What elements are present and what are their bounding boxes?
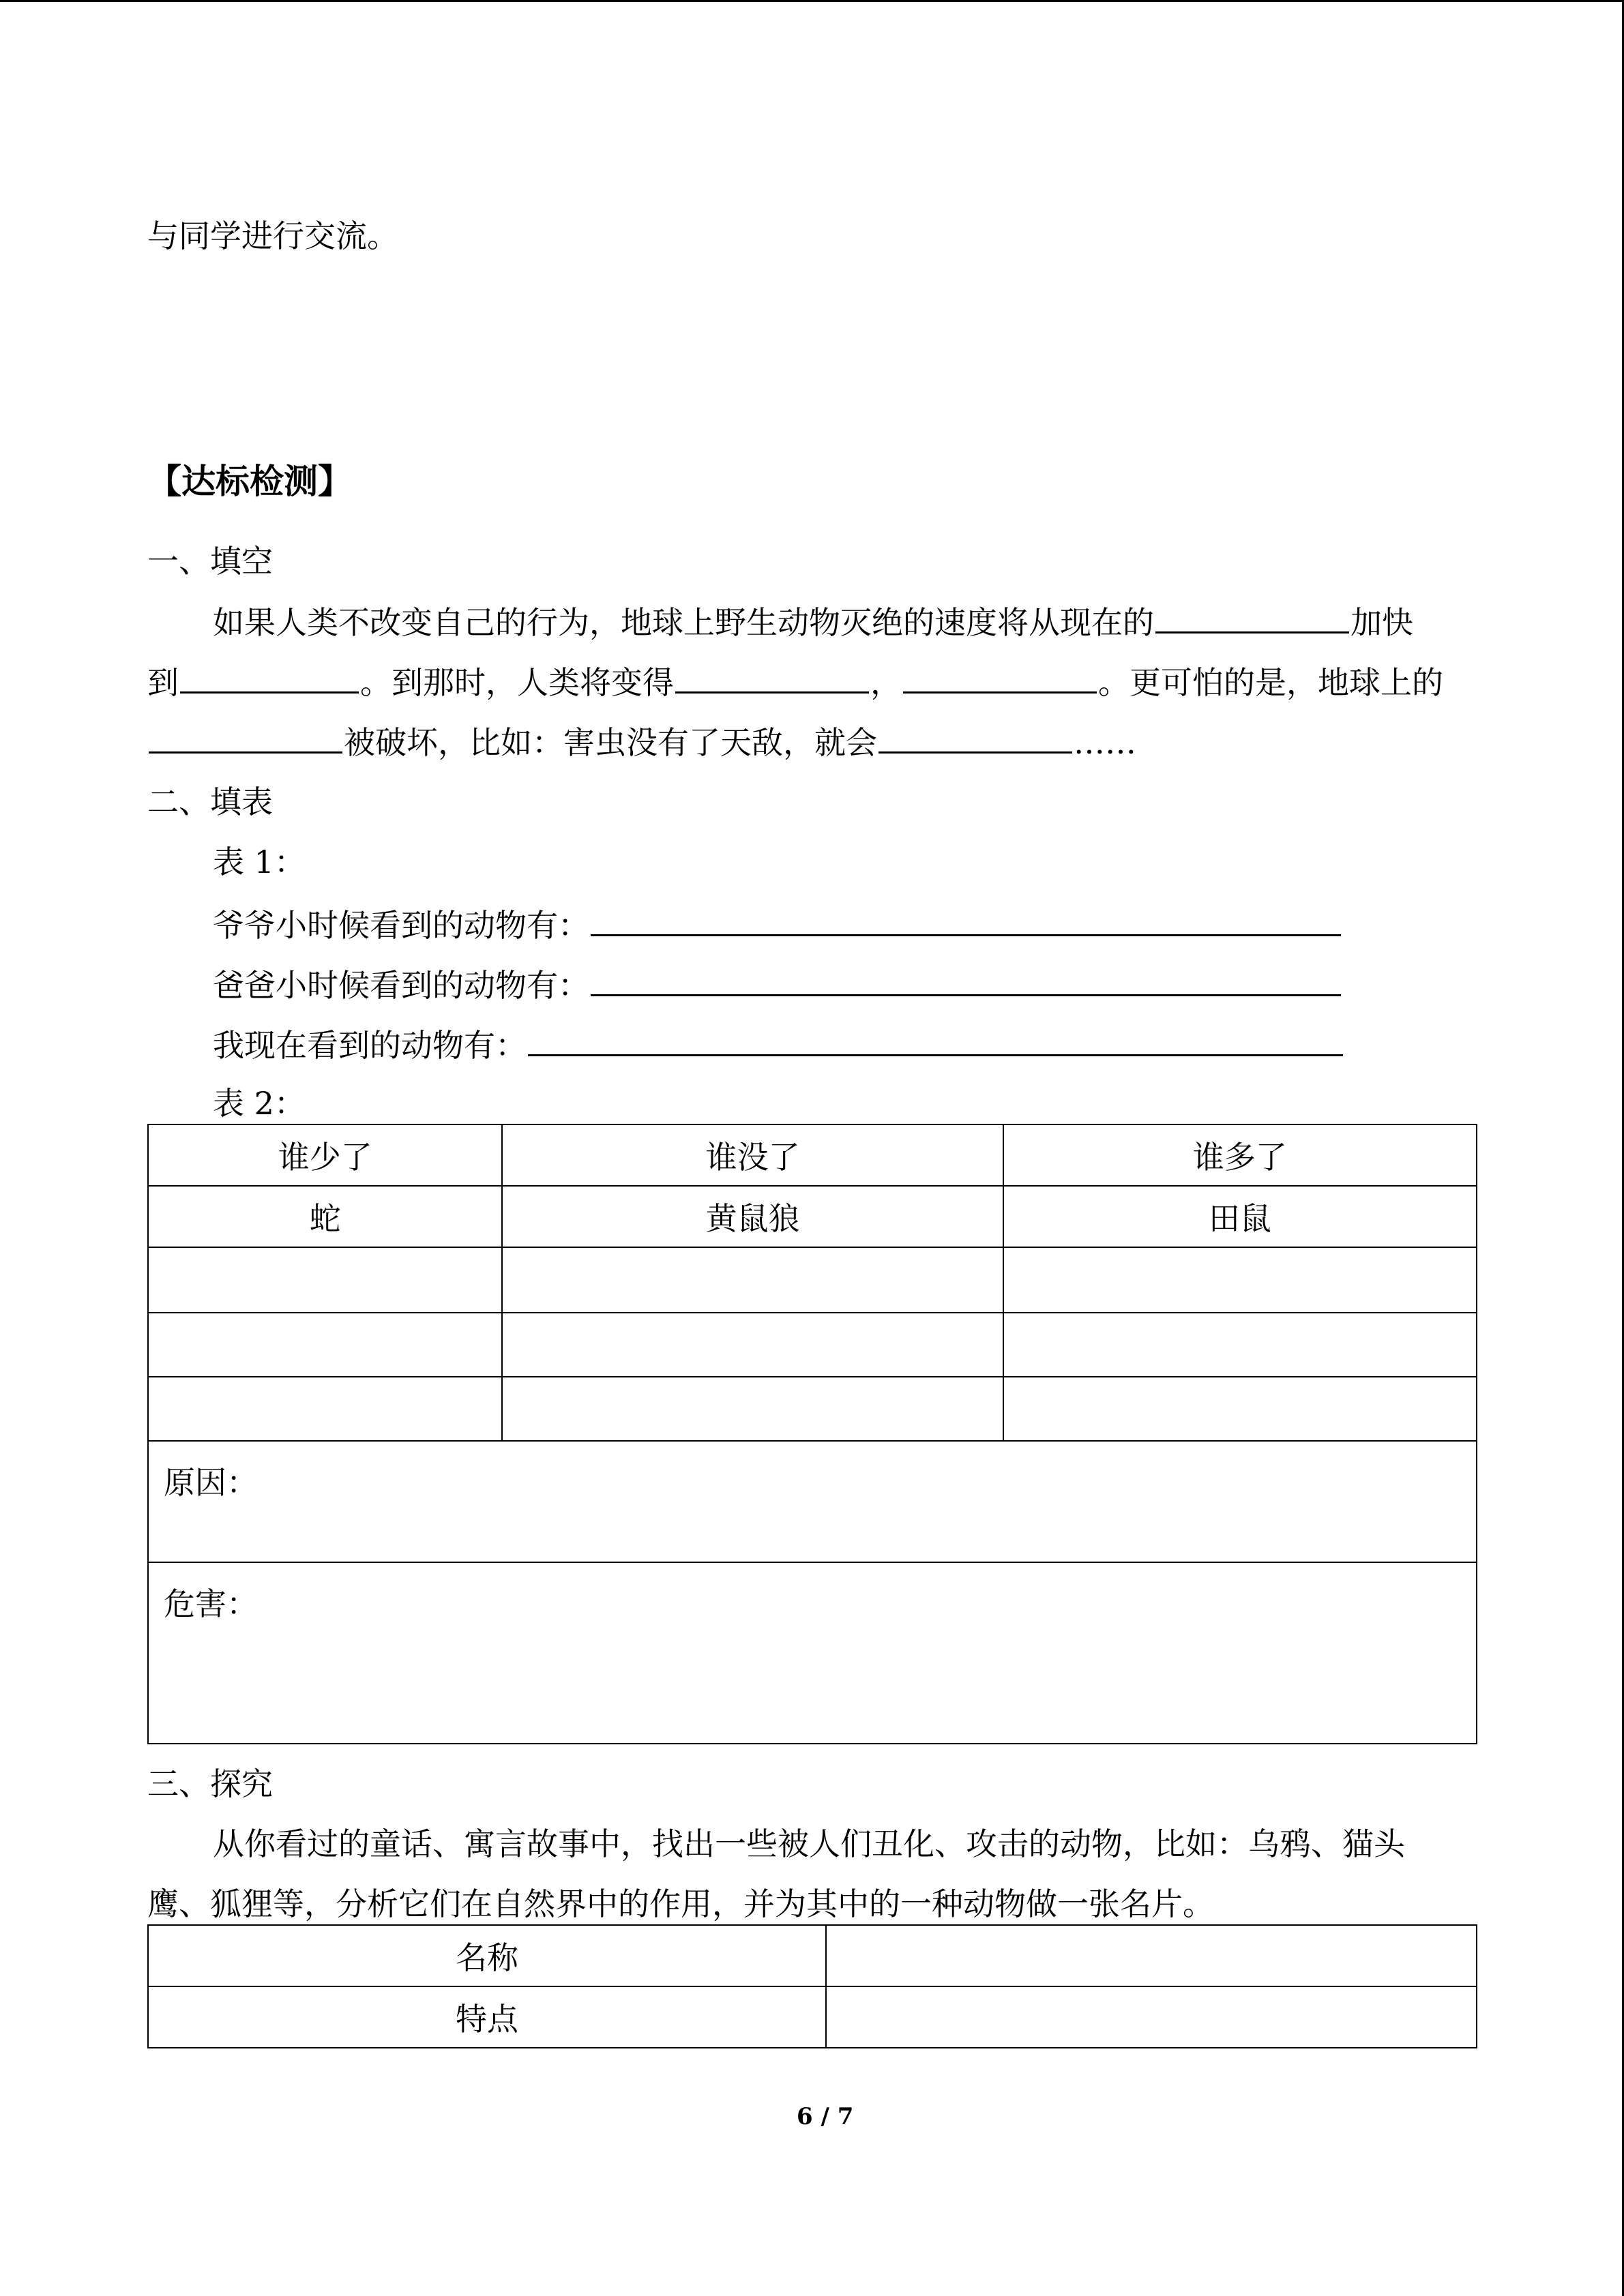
reason-label: 原因： — [164, 1464, 258, 1501]
table2-header-row — [148, 1124, 1477, 1186]
header-more: 谁多了 — [1003, 1124, 1477, 1186]
dad-blank[interactable] — [591, 963, 1341, 996]
header-fewer: 谁少了 — [148, 1124, 502, 1186]
grandpa-label: 爷爷小时候看到的动物有： — [213, 907, 589, 944]
empty-cell[interactable] — [502, 1377, 1003, 1441]
empty-cell[interactable] — [1003, 1247, 1477, 1313]
table-row — [148, 1186, 1477, 1247]
blank-1[interactable] — [1155, 600, 1349, 633]
reason-row — [148, 1441, 1477, 1562]
grandpa-blank[interactable] — [591, 903, 1341, 936]
fill-line-1 — [213, 600, 1413, 643]
feature-value-cell[interactable] — [826, 1986, 1477, 2048]
name-value-cell[interactable] — [826, 1925, 1477, 1986]
intro-line: 与同学进行交流。 — [147, 218, 398, 254]
header-gone: 谁没了 — [502, 1124, 1003, 1186]
cell-snake: 蛇 — [148, 1186, 502, 1247]
fill-text-2d: 。更可怕的是，地球上的 — [1098, 664, 1443, 701]
fill-line-2 — [147, 660, 1443, 703]
name-label: 名称 — [148, 1925, 826, 1986]
fill-text-2a: 到 — [147, 664, 179, 701]
part2-title: 二、填表 — [147, 784, 273, 820]
table1-label: 表 1： — [213, 844, 306, 880]
cell-vole: 田鼠 — [1003, 1186, 1477, 1247]
fill-text-2c: ， — [870, 664, 902, 701]
fill-text-2b: 。到那时，人类将变得 — [360, 664, 674, 701]
empty-cell[interactable] — [1003, 1313, 1477, 1377]
blank-3[interactable] — [675, 660, 869, 694]
fill-text-1b: 加快 — [1350, 604, 1413, 641]
me-blank[interactable] — [528, 1023, 1343, 1056]
cell-weasel: 黄鼠狼 — [502, 1186, 1003, 1247]
harm-cell[interactable] — [148, 1562, 1477, 1744]
card-name-row — [148, 1925, 1477, 1986]
table-row — [148, 1377, 1477, 1441]
part3-line-2: 鹰、狐狸等，分析它们在自然界中的作用，并为其中的一种动物做一张名片。 — [147, 1885, 1214, 1922]
fill-text-3b: …… — [1074, 724, 1136, 761]
dad-label: 爸爸小时候看到的动物有： — [213, 967, 589, 1004]
blank-5[interactable] — [149, 720, 342, 754]
fill-text-3a: 被破坏，比如：害虫没有了天敌，就会 — [344, 724, 877, 761]
empty-cell[interactable] — [148, 1377, 502, 1441]
dad-line — [213, 963, 1342, 1006]
table-row — [148, 1247, 1477, 1313]
fill-text-1a: 如果人类不改变自己的行为，地球上野生动物灭绝的速度将从现在的 — [213, 604, 1154, 641]
blank-6[interactable] — [879, 720, 1072, 754]
page-number: 6 / 7 — [797, 2103, 854, 2130]
part1-title: 一、填空 — [147, 543, 273, 580]
empty-cell[interactable] — [502, 1313, 1003, 1377]
harm-label: 危害： — [164, 1585, 258, 1622]
feature-label: 特点 — [148, 1986, 826, 2048]
part3-line-1: 从你看过的童话、寓言故事中，找出一些被人们丑化、攻击的动物，比如：乌鸦、猫头 — [213, 1825, 1405, 1862]
harm-row — [148, 1562, 1477, 1744]
empty-cell[interactable] — [148, 1247, 502, 1313]
table2-label: 表 2： — [213, 1085, 306, 1122]
reason-cell[interactable] — [148, 1441, 1477, 1562]
blank-4[interactable] — [903, 660, 1097, 694]
grandpa-line — [213, 903, 1342, 946]
table-row — [148, 1313, 1477, 1377]
blank-2[interactable] — [180, 660, 359, 694]
page-top-border — [0, 0, 1624, 2]
empty-cell[interactable] — [148, 1313, 502, 1377]
card-feature-row — [148, 1986, 1477, 2048]
empty-cell[interactable] — [502, 1247, 1003, 1313]
table-2 — [147, 1124, 1477, 1744]
me-line — [213, 1023, 1344, 1066]
me-label: 我现在看到的动物有： — [213, 1027, 527, 1064]
section-heading: 【达标检测】 — [147, 461, 352, 501]
empty-cell[interactable] — [1003, 1377, 1477, 1441]
fill-line-3 — [147, 720, 1136, 763]
animal-card-table — [147, 1924, 1477, 2048]
part3-title: 三、探究 — [147, 1765, 273, 1802]
